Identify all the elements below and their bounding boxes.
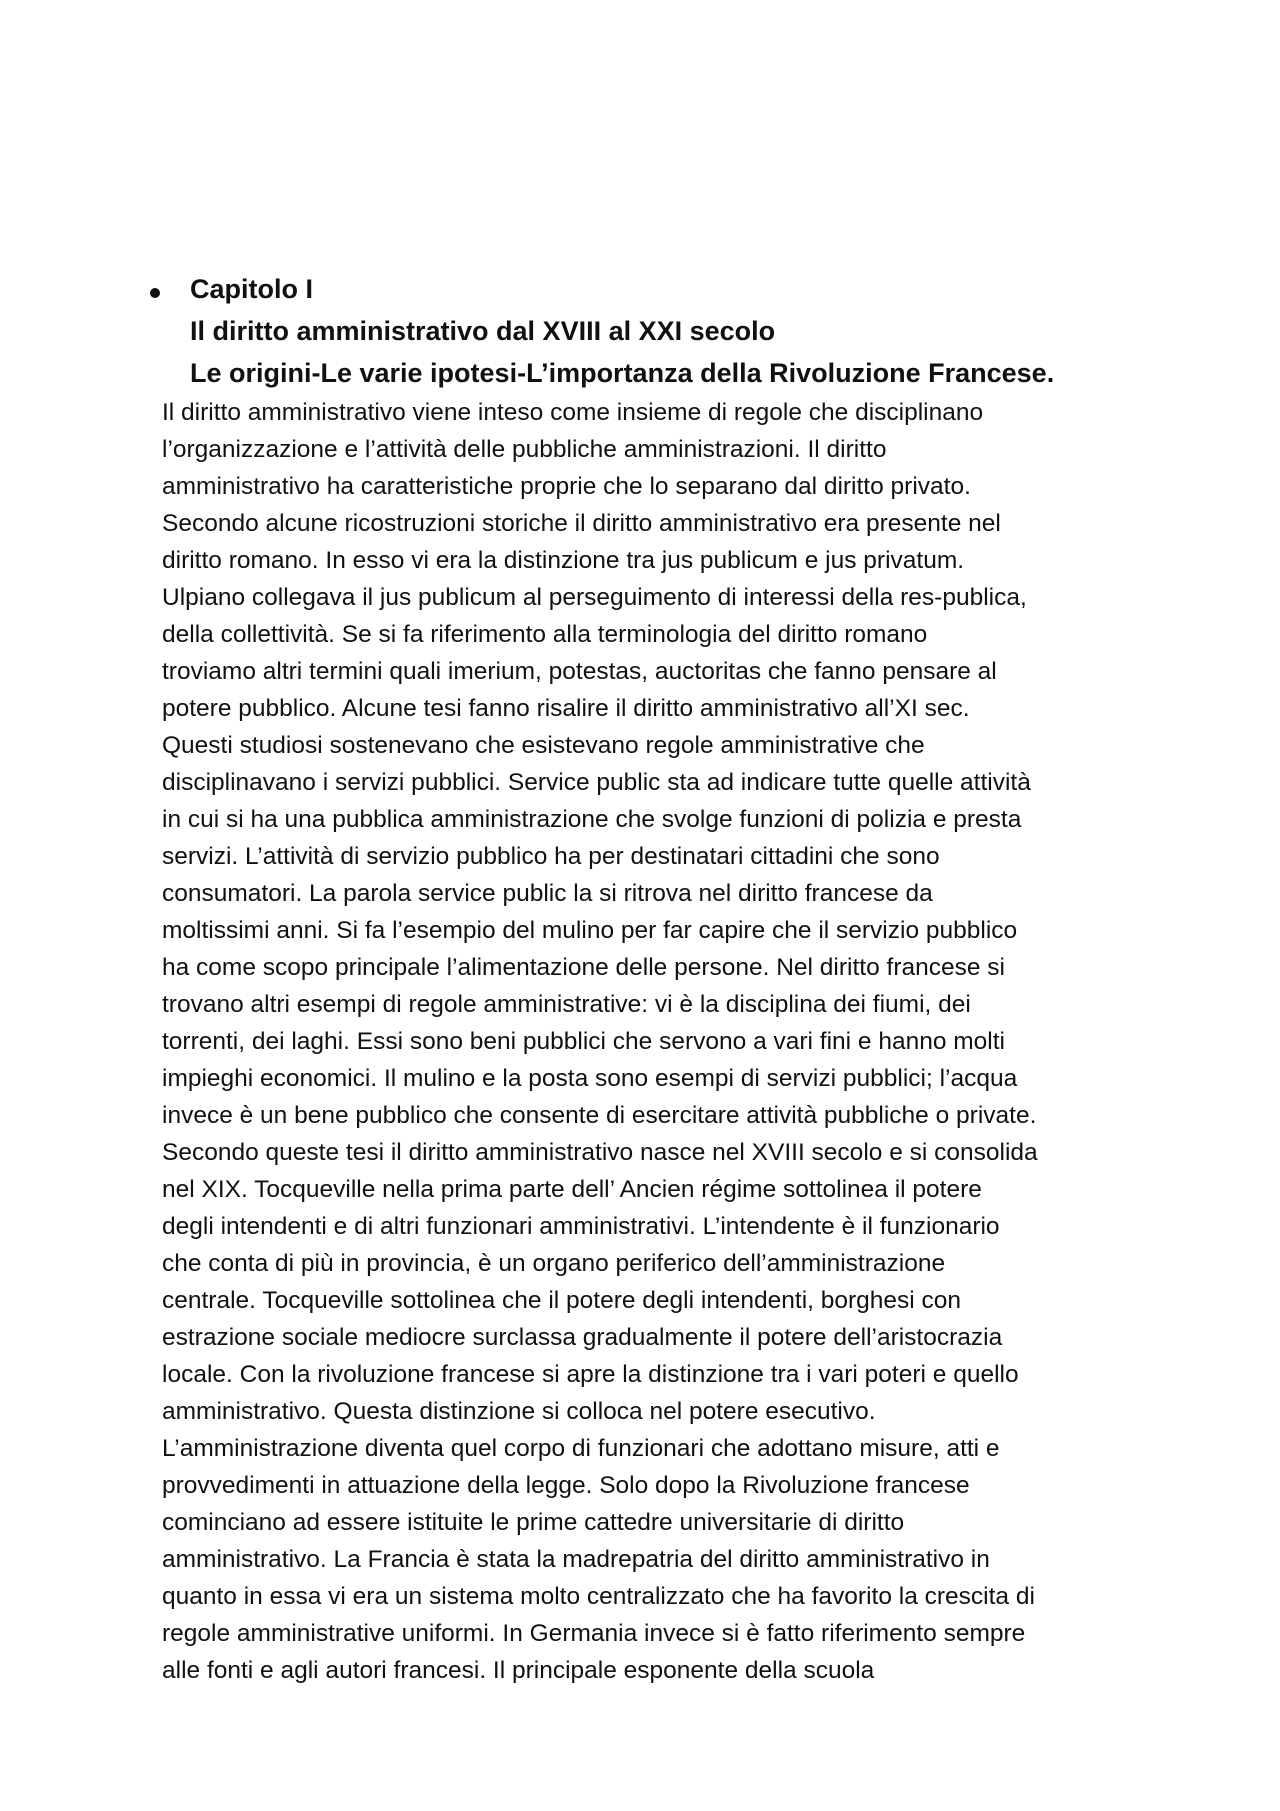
text-line: trovano altri esempi di regole amministrative: vi è la disciplina dei fiumi, dei (162, 991, 971, 1018)
text-line: disciplinavano i servizi pubblici. Service public sta ad indicare tutte quelle attività (162, 769, 1031, 796)
text-line: Ulpiano collegava il jus publicum al perseguimento di interessi della res-publica, (162, 584, 1027, 611)
chapter-number: Capitolo I (190, 274, 313, 304)
text-line: cominciano ad essere istituite le prime cattedre universitarie di diritto (162, 1509, 905, 1536)
text-line: L’amministrazione diventa quel corpo di funzionari che adottano misure, atti e (162, 1435, 1000, 1462)
text-line: che conta di più in provincia, è un organo periferico dell’amministrazione (162, 1250, 946, 1277)
text-line: Secondo alcune ricostruzioni storiche il diritto amministrativo era presente nel (162, 510, 1001, 537)
text-line: servizi. L’attività di servizio pubblico ha per destinatari cittadini che sono (162, 843, 940, 870)
chapter-heading (190, 268, 1190, 394)
chapter-title: Il diritto amministrativo dal XVIII al XXI secolo (190, 316, 776, 346)
text-line: amministrativo. Questa distinzione si colloca nel potere esecutivo. (162, 1398, 876, 1425)
text-line: quanto in essa vi era un sistema molto centralizzato che ha favorito la crescita di (162, 1583, 1035, 1610)
text-line: Questi studiosi sostenevano che esistevano regole amministrative che (162, 732, 925, 759)
text-line: potere pubblico. Alcune tesi fanno risalire il diritto amministrativo all’XI sec. (162, 695, 970, 722)
text-line: impieghi economici. Il mulino e la posta sono esempi di servizi pubblici; l’acqua (162, 1065, 1018, 1092)
body-text (162, 394, 1162, 1689)
text-line: consumatori. La parola service public la si ritrova nel diritto francese da (162, 880, 933, 907)
text-line: regole amministrative uniformi. In Germania invece si è fatto riferimento sempre (162, 1620, 1026, 1647)
text-line: in cui si ha una pubblica amministrazione che svolge funzioni di polizia e presta (162, 806, 1022, 833)
text-line: provvedimenti in attuazione della legge. Solo dopo la Rivoluzione francese (162, 1472, 970, 1499)
text-line: Il diritto amministrativo viene inteso come insieme di regole che disciplinano (162, 399, 984, 426)
text-line: torrenti, dei laghi. Essi sono beni pubblici che servono a vari fini e hanno molti (162, 1028, 1006, 1055)
bullet-point (150, 288, 160, 298)
text-line: invece è un bene pubblico che consente di esercitare attività pubbliche o private. (162, 1102, 1037, 1129)
text-line: nel XIX. Tocqueville nella prima parte dell’ Ancien régime sottolinea il potere (162, 1176, 982, 1203)
text-line: amministrativo ha caratteristiche proprie che lo separano dal diritto privato. (162, 473, 971, 500)
text-line: degli intendenti e di altri funzionari amministrativi. L’intendente è il funzionario (162, 1213, 1000, 1240)
text-line: estrazione sociale mediocre surclassa gradualmente il potere dell’aristocrazia (162, 1324, 1003, 1351)
text-line: moltissimi anni. Si fa l’esempio del mulino per far capire che il servizio pubblico (162, 917, 1018, 944)
text-line: locale. Con la rivoluzione francese si apre la distinzione tra i vari poteri e quello (162, 1361, 1019, 1388)
text-line: troviamo altri termini quali imerium, potestas, auctoritas che fanno pensare al (162, 658, 997, 685)
text-line: amministrativo. La Francia è stata la madrepatria del diritto amministrativo in (162, 1546, 990, 1573)
text-line: della collettività. Se si fa riferimento alla terminologia del diritto romano (162, 621, 928, 648)
text-line: l’organizzazione e l’attività delle pubbliche amministrazioni. Il diritto (162, 436, 887, 463)
text-line: alle fonti e agli autori francesi. Il principale esponente della scuola (162, 1657, 875, 1684)
text-line: Secondo queste tesi il diritto amministrativo nasce nel XVIII secolo e si consolida (162, 1139, 1038, 1166)
chapter-subtitle: Le origini-Le varie ipotesi-L’importanza della Rivoluzione Francese. (190, 358, 1055, 388)
text-line: diritto romano. In esso vi era la distinzione tra jus publicum e jus privatum. (162, 547, 965, 574)
text-line: centrale. Tocqueville sottolinea che il potere degli intendenti, borghesi con (162, 1287, 962, 1314)
text-line: ha come scopo principale l’alimentazione delle persone. Nel diritto francese si (162, 954, 1005, 981)
